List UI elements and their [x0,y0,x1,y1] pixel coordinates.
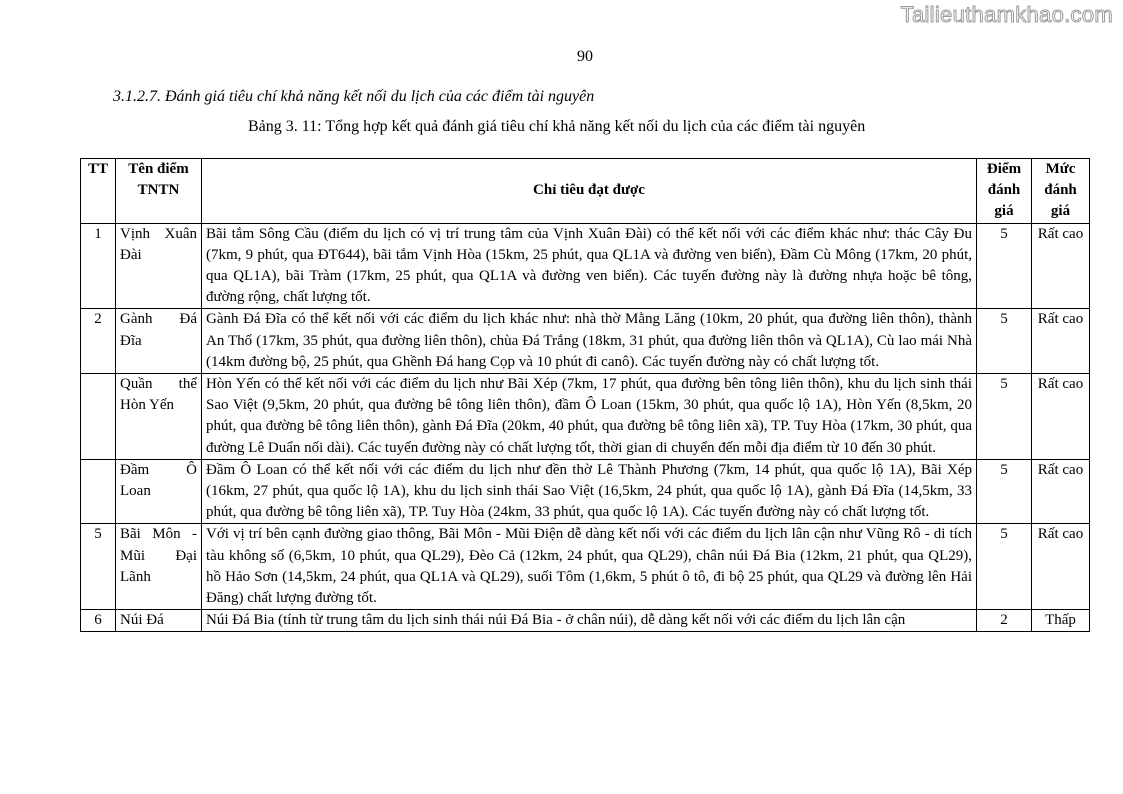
cell-desc: Hòn Yến có thể kết nối với các điểm du lịch như Bãi Xép (7km, 17 phút, qua đường bên tông liên thôn), khu du lịch sinh thái Sao Việt (9,5km, 20 phút, qua đường bê tông liên thôn), đầm Ô Loan (15km, 30 phút, qua quốc lộ 1A), Hòn Yến (8,5km, 20 phút, qua đường bê tông liên thôn), gành Đá Đĩa (20km, 40 phút, qua đường bê tông liên xã), TP. Tuy Hòa (17km, 30 phút, qua đường Lê Duẩn nối dài). Các tuyến đường này có chất lượng tốt, thời gian di chuyển đến mỗi địa điểm từ 10 đến 30 phút. [202,374,977,460]
cell-tt [81,374,116,460]
table-row [81,459,1090,524]
section-heading: 3.1.2.7. Đánh giá tiêu chí khả năng kết nối du lịch của các điểm tài nguyên [113,88,595,105]
table-header-row [81,159,1090,224]
cell-score: 5 [977,223,1032,309]
cell-name: Quần thể Hòn Yến [116,374,202,460]
cell-level: Rất cao [1032,223,1090,309]
table-row [81,524,1090,610]
cell-name: Gành Đá Đĩa [116,309,202,374]
watermark: Tailieuthamkhao.com [900,2,1113,27]
cell-score: 2 [977,610,1032,632]
cell-tt: 2 [81,309,116,374]
cell-score: 5 [977,459,1032,524]
cell-tt: 6 [81,610,116,632]
cell-level: Rất cao [1032,309,1090,374]
header-criteria: Chỉ tiêu đạt được [202,159,977,224]
header-level: Mức đánh giá [1032,159,1090,224]
table-caption: Bảng 3. 11: Tổng hợp kết quả đánh giá tiêu chí khả năng kết nối du lịch của các điểm tài nguyên [248,118,866,135]
cell-level: Rất cao [1032,459,1090,524]
cell-level: Thấp [1032,610,1090,632]
cell-tt: 1 [81,223,116,309]
cell-desc: Với vị trí bên cạnh đường giao thông, Bãi Môn - Mũi Điện dễ dàng kết nối với các điểm du lịch lân cận như Vũng Rô - di tích tàu không số (6,5km, 10 phút, qua QL29), Đèo Cả (12km, 24 phút, qua QL29), chân núi Đá Bia (12km, 21 phút, qua QL29), hồ Hảo Sơn (14,5km, 24 phút, qua QL1A và QL29), suối Tôm (1,6km, 5 phút ô tô, đi bộ 25 phút, qua QL29 và đường lên Hải Đăng) chất lượng đường tốt. [202,524,977,610]
cell-desc: Gành Đá Đĩa có thể kết nối với các điểm du lịch khác như: nhà thờ Mằng Lăng (10km, 20 phút, qua đường liên thôn), thành An Thổ (17km, 35 phút, qua đường liên thôn), chùa Đá Trắng (18km, 31 phút, qua đường liên thôn và QL1A), Cù lao mái Nhà (14km đường bộ, 25 phút, qua Ghềnh Đá hang Cọp và 10 phút đi canô). Các tuyến đường này có chất lượng tốt. [202,309,977,374]
cell-desc: Bãi tắm Sông Cầu (điểm du lịch có vị trí trung tâm của Vịnh Xuân Đài) có thể kết nối với các điểm khác như: thác Cây Đu (7km, 9 phút, qua ĐT644), bãi tắm Vịnh Hòa (15km, 25 phút, qua QL1A và đường ven biển), Đầm Cù Mông (17km, 20 phút, qua QL1A), bãi Tràm (17km, 25 phút, qua QL1A và đường ven biển). Các tuyến đường này là đường nhựa hoặc bê tông, đường rộng, chất lượng tốt. [202,223,977,309]
cell-score: 5 [977,374,1032,460]
table-row [81,374,1090,460]
page-number: 90 [577,48,593,65]
table-row [81,610,1090,632]
cell-level: Rất cao [1032,524,1090,610]
cell-tt: 5 [81,524,116,610]
cell-desc: Núi Đá Bia (tính từ trung tâm du lịch sinh thái núi Đá Bia - ở chân núi), dễ dàng kết nối với các điểm du lịch lân cận [202,610,977,632]
header-score: Điểm đánh giá [977,159,1032,224]
cell-name: Đầm Ô Loan [116,459,202,524]
header-name: Tên điểm TNTN [116,159,202,224]
cell-name: Vịnh Xuân Đài [116,223,202,309]
table-row [81,309,1090,374]
cell-desc: Đầm Ô Loan có thể kết nối với các điểm du lịch như đền thờ Lê Thành Phương (7km, 14 phút, qua quốc lộ 1A), Bãi Xép (16km, 27 phút, qua quốc lộ 1A), khu du lịch sinh thái Sao Việt (16,5km, 24 phút, qua quốc lộ 1A), gành Đá Đĩa (14,5km, 33 phút, qua đường bê tông liên xã), TP. Tuy Hòa (24km, 33 phút, qua quốc lộ 1A). Các tuyến đường này có chất lượng tốt. [202,459,977,524]
evaluation-table [80,158,1090,632]
cell-name: Bãi Môn - Mũi Đại Lãnh [116,524,202,610]
table-row [81,223,1090,309]
cell-score: 5 [977,309,1032,374]
cell-name: Núi Đá [116,610,202,632]
header-tt: TT [81,159,116,224]
cell-level: Rất cao [1032,374,1090,460]
cell-tt [81,459,116,524]
cell-score: 5 [977,524,1032,610]
